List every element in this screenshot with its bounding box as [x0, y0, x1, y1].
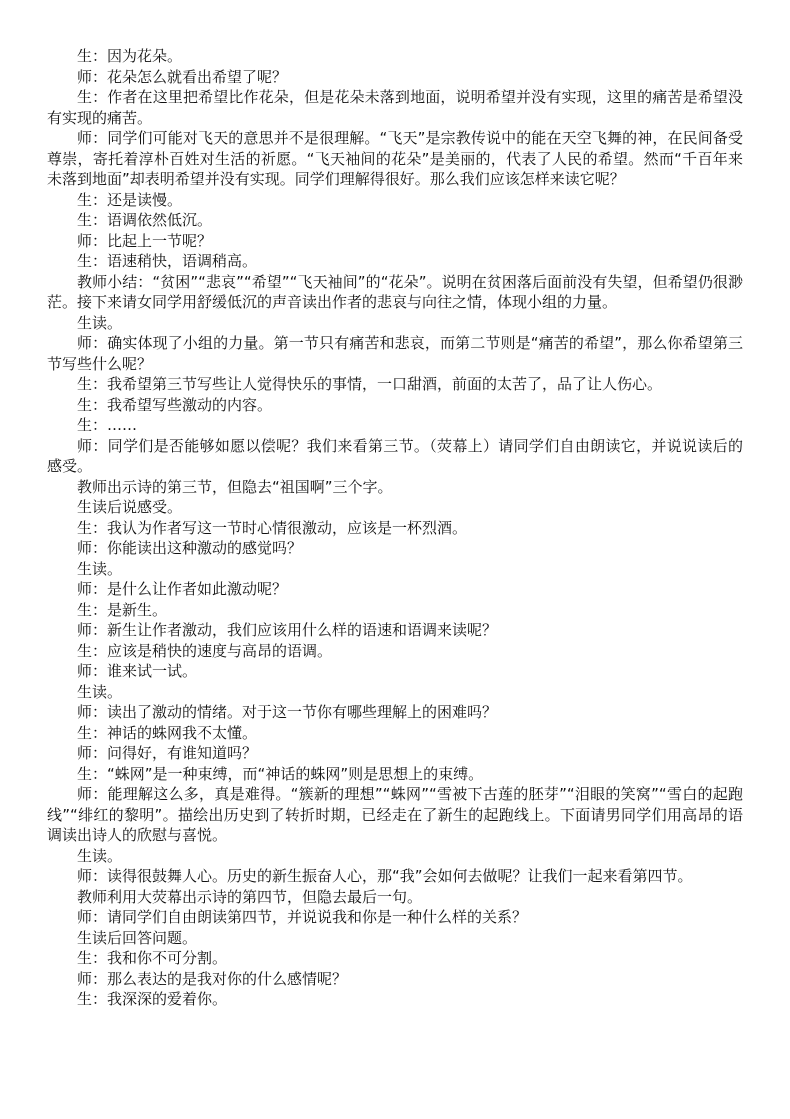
paragraph: 师：请同学们自由朗读第四节，并说说我和你是一种什么样的关系？ [77, 908, 528, 926]
paragraph: 生：还是读慢。 [77, 190, 183, 209]
paragraph: 生：我深深的爱着你。 [77, 990, 228, 1008]
paragraph: 生读。 [77, 313, 123, 332]
paragraph: 生：语调依然低沉。 [77, 211, 213, 229]
paragraph: 师：确实体现了小组的力量。第一节只有痛苦和悲哀，而第二节则是“痛苦的希望”，那么你希望第三节写些什么呢？ [47, 334, 743, 373]
paragraph: 教师小结：“贫困”“悲哀”“希望”“飞天袖间”的“花朵”。说明在贫困落后面前没有失望，但希望仍很渺茫。接下来请女同学用舒缓低沉的声音读出作者的悲哀与向往之情，体现小组的力量。 [47, 272, 743, 311]
paragraph: 师：那么表达的是我对你的什么感情呢？ [77, 969, 348, 988]
paragraph: 生读。 [77, 559, 123, 578]
paragraph: 师：谁来试一试。 [77, 662, 198, 680]
paragraph: 生：因为花朵。 [77, 47, 183, 65]
paragraph: 生：语速稍快，语调稍高。 [77, 252, 258, 270]
paragraph: 师：同学们可能对飞天的意思并不是很理解。“飞天”是宗教传说中的能在天空飞舞的神，在民间备受尊崇，寄托着淳朴百姓对生活的祈愿。“飞天袖间的花朵”是美丽的，代表了人民的希望。然而“千百年来未落到地面”却表明希望并没有实现。同学们理解得很好。那么我们应该怎样来读它呢？ [47, 129, 743, 188]
paragraph: 师：花朵怎么就看出希望了呢？ [77, 67, 288, 86]
paragraph: 师：新生让作者激动，我们应该用什么样的语速和语调来读呢？ [77, 621, 498, 639]
paragraph: 生：我认为作者写这一节时心情很激动，应该是一杯烈酒。 [77, 518, 468, 537]
paragraph: 教师利用大荧幕出示诗的第四节，但隐去最后一句。 [77, 887, 423, 906]
paragraph: 师：同学们是否能够如愿以偿呢？我们来看第三节。（荧幕上）请同学们自由朗读它，并说说读后的感受。 [47, 436, 743, 475]
document-page [47, 46, 743, 1010]
paragraph: 师：读出了激动的情绪。对于这一节你有哪些理解上的困难吗？ [77, 703, 498, 721]
paragraph: 生：是新生。 [77, 600, 168, 619]
paragraph: 生读后说感受。 [77, 498, 183, 516]
paragraph: 生：我和你不可分割。 [77, 949, 228, 967]
paragraph: 师：你能读出这种激动的感觉吗？ [77, 539, 303, 557]
paragraph: 生读。 [77, 846, 123, 865]
paragraph: 生：我希望写些激动的内容。 [77, 395, 273, 414]
paragraph: 师：是什么让作者如此激动呢？ [77, 580, 288, 598]
paragraph: 生读后回答问题。 [77, 928, 198, 947]
paragraph: 教师出示诗的第三节，但隐去“祖国啊”三个字。 [77, 477, 393, 496]
paragraph: 生：作者在这里把希望比作花朵，但是花朵未落到地面，说明希望并没有实现，这里的痛苦是希望没有实现的痛苦。 [47, 88, 743, 127]
paragraph: 生：神话的蛛网我不太懂。 [77, 723, 258, 742]
paragraph: 师：比起上一节呢？ [77, 231, 213, 250]
paragraph: 生：我希望第三节写些让人觉得快乐的事情，一口甜酒，前面的太苦了，品了让人伤心。 [77, 375, 663, 393]
paragraph: 师：读得很鼓舞人心。历史的新生振奋人心，那“我”会如何去做呢？让我们一起来看第四节。 [77, 867, 693, 885]
paragraph: 师：问得好，有谁知道吗？ [77, 744, 258, 762]
paragraph: 生：“蛛网”是一种束缚，而“神话的蛛网”则是思想上的束缚。 [77, 764, 484, 783]
paragraph: 生：…… [77, 416, 138, 434]
paragraph: 生读。 [77, 682, 123, 701]
paragraph: 师：能理解这么多，真是难得。“簇新的理想”“蛛网”“雪被下古莲的胚芽”“泪眼的笑窝”“雪白的起跑线”“绯红的黎明”。描绘出历史到了转折时期，已经走在了新生的起跑线上。下面请男同学们用高昂的语调读出诗人的欣慰与喜悦。 [47, 785, 743, 844]
paragraph: 生：应该是稍快的速度与高昂的语调。 [77, 641, 333, 660]
